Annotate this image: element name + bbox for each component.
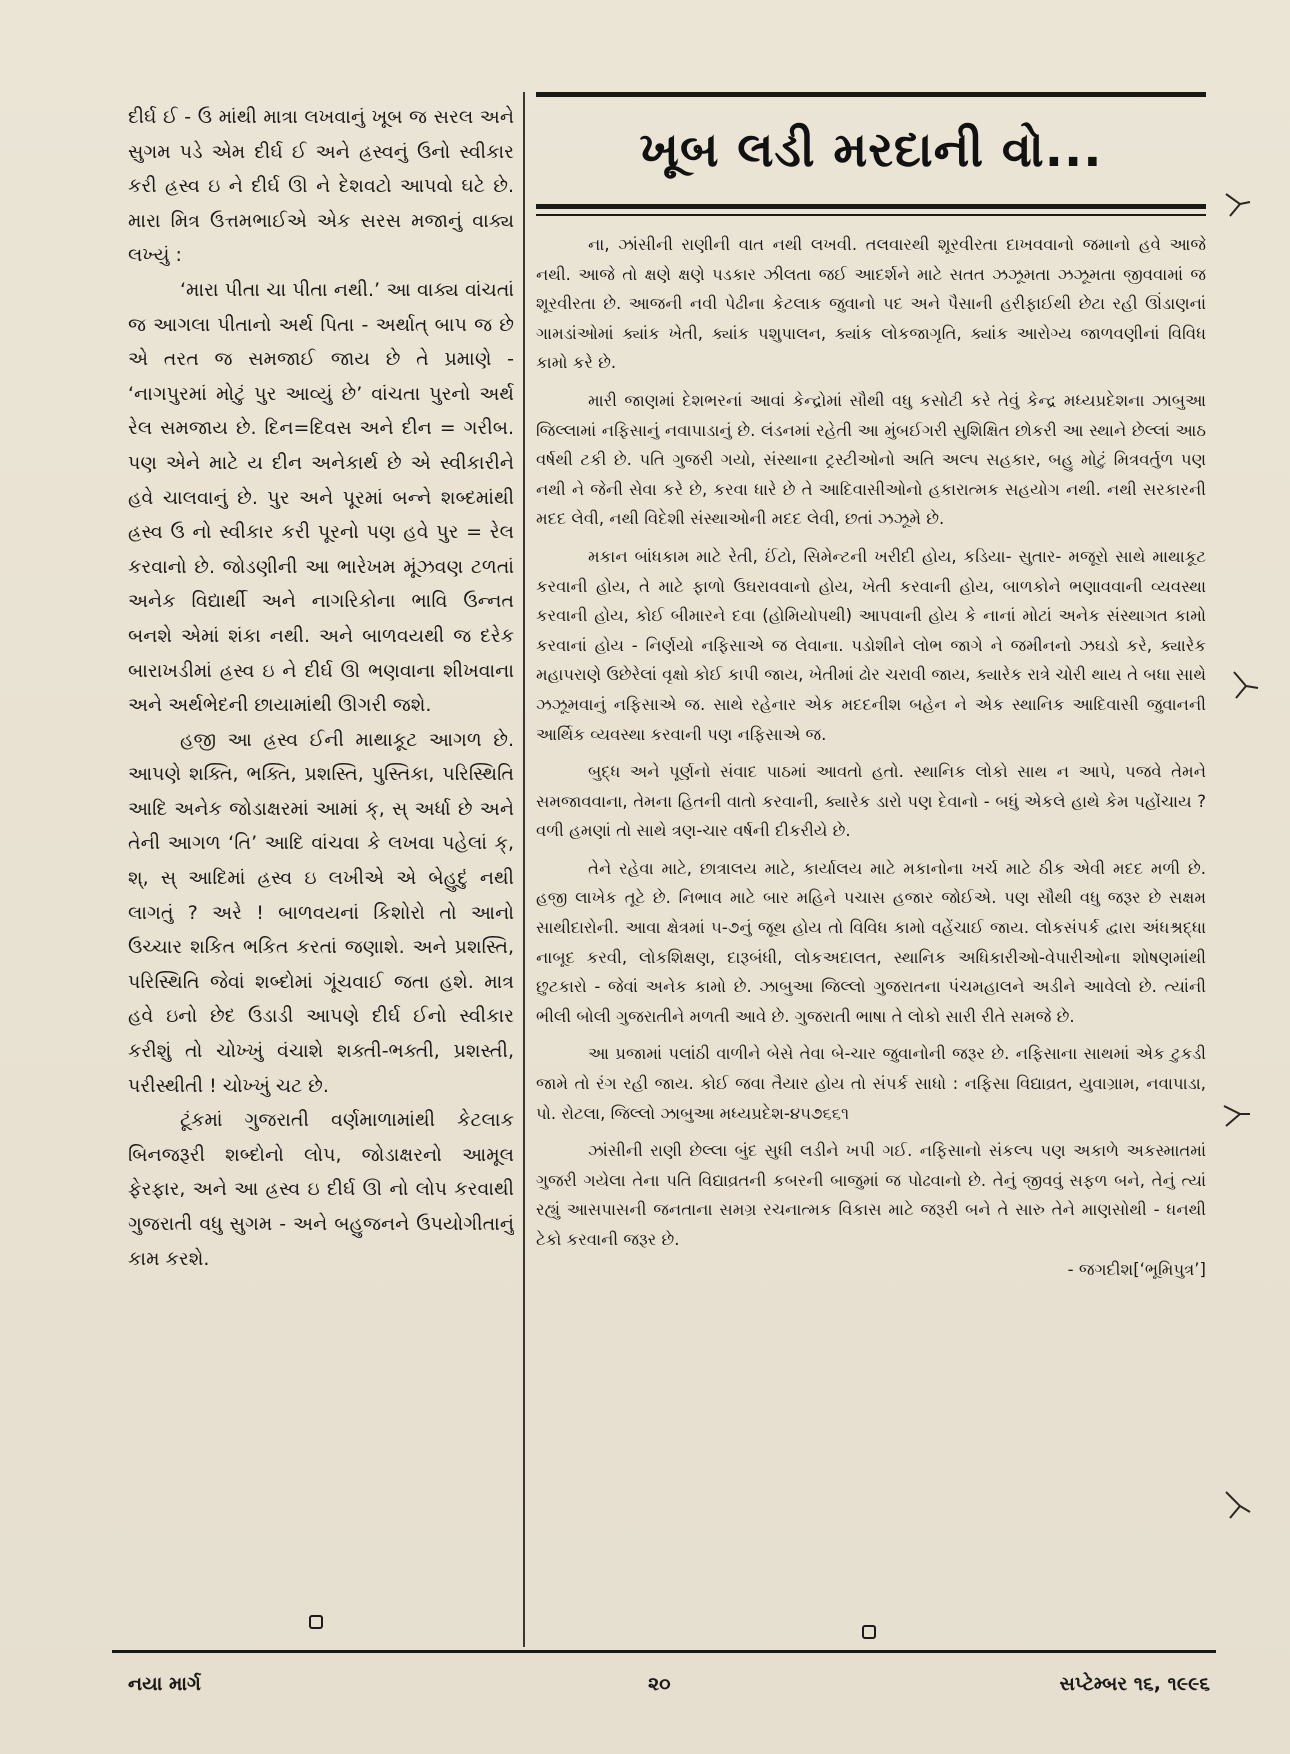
article-paragraph-3: મકાન બાંધકામ માટે રેતી, ઈંટો, સિમેન્ટની ખરીદી હોય, કડિયા- સુતાર- મજૂરો સાથે માથાકૂટ કરવાની હોય, તે માટે ફાળો ઉઘરાવવાનો હોય, ખેતી કરવાની હોય, બાળકોને ભણાવવાની વ્યવસ્થા કરવાની હોય, કોઈ બીમારને દવા (હોમિયોપથી) આપવાની હોય કે નાનાં મોટાં અનેક સંસ્થાગત કામો કરવાનાં હોય - નિર્ણયો નફિસાએ જ લેવાના. પડોશીને લોભ જાગે ને જમીનનો ઝઘડો કરે, ક્યારેક મહાપરાણે ઉછેરેલાં વૃક્ષો કોઈ કાપી જાય, ખેતીમાં ઢોર ચરાવી જાય, ક્યારેક રાત્રે ચોરી થાય તે બધા સાથે ઝઝૂમવાનું નફિસાએ જ. સાથે રહેનાર એક મદદનીશ બહેન ને એક સ્થાનિક આદિવાસી જુવાનની આર્થિક વ્યવસ્થા કરવાની પણ નફિસાએ જ.	[536, 546, 1206, 744]
right-column	[536, 92, 1206, 1647]
article-paragraph-1: ના, ઝાંસીની રાણીની વાત નથી લખવી. તલવારથી શૂરવીરતા દાખવવાનો જમાનો હવે આજે નથી. આજે તો ક્ષણે ક્ષણે પડકાર ઝીલતા જઈ આદર્શને માટે સતત ઝઝૂમતા ઝઝૂમતા જીવવામાં જ શૂરવીરતા છે. આજની નવી પેઢીના કેટલાક જુવાનો પદ અને પૈસાની હરીફાઈથી છેટા રહી ઊંડાણનાં ગામડાંઓમાં ક્યાંક ખેતી, ક્યાંક પશુપાલન, ક્યાંક લોકજાગૃતિ, ક્યાંક આરોગ્ય જાળવણીનાં વિવિધ કામો કરે છે.	[536, 235, 1206, 373]
footer-page-number: ૨૦	[648, 1673, 671, 1695]
end-of-article-mark-right	[862, 1625, 876, 1639]
left-paragraph-4: ટૂંકમાં ગુજરાતી વર્ણમાળામાંથી કેટલાક બિનજરૂરી શબ્દોનો લોપ, જોડાક્ષરનો આમૂલ ફેરફાર, અને આ હ્રસ્વ ઇ દીર્ઘ ઊ નો લોપ કરવાથી ગુજરાતી વધુ સુગમ - અને બહુજનને ઉપયોગીતાનું કામ કરશે.	[128, 1109, 514, 1270]
article-paragraph-6: આ પ્રજામાં પલાંઠી વાળીને બેસે તેવા બે-ચાર જુવાનોની જરૂર છે. નફિસાના સાથમાં એક ટુકડી જામે તો રંગ રહી જાય. કોઈ જવા તૈયાર હોય તો સંપર્ક સાધો : નફિસા વિદ્યાવ્રત, યુવાગ્રામ, નવાપાડા, પો. રોટલા, જિલ્લો ઝાબુઆ મધ્યપ્રદેશ-૪૫૭૬૬૧	[536, 1044, 1206, 1123]
page-tear-mark	[1222, 190, 1252, 220]
article-paragraph-2: મારી જાણમાં દેશભરનાં આવાં કેન્દ્રોમાં સૌથી વધુ કસોટી કરે તેવું કેન્દ્ર મધ્યપ્રદેશના ઝાબુઆ જિલ્લામાં નફિસાનું નવાપાડાનું છે. લંડનમાં રહેતી આ મુંબઈગરી સુશિક્ષિત છોકરી આ સ્થાને છેલ્લાં આઠ વર્ષથી ટકી છે. પતિ ગુજરી ગયો, સંસ્થાના ટ્રસ્ટીઓનો અતિ અલ્પ સહકાર, બહુ મોટું મિત્રવર્તુળ પણ નથી ને જેની સેવા કરે છે, કરવા ધારે છે તે આદિવાસીઓનો હકારાત્મક સહયોગ નથી. નથી સરકારની મદદ લેવી, નથી વિદેશી સંસ્થાઓની મદદ લેવી, છતાં ઝઝૂમે છે.	[536, 390, 1206, 529]
left-paragraph-2: ‘મારા પીતા ચા પીતા નથી.’ આ વાક્ય વાંચતાં જ આગલા પીતાનો અર્થ પિતા - અર્થાત્ બાપ જ છે એ તરત જ સમજાઈ જાય છે તે પ્રમાણે - ‘નાગપુરમાં મોટું પુર આવ્યું છે’ વાંચતા પુરનો અર્થ રેલ સમજાય છે. દિન=દિવસ અને દીન = ગરીબ. પણ એને માટે ય દીન અનેકાર્થ છે એ સ્વીકારીને હવે ચાલવાનું છે. પુર અને પૂરમાં બન્ને શબ્દમાંથી હ્રસ્વ ઉ નો સ્વીકાર કરી પૂરનો પણ હવે પુર = રેલ કરવાનો છે. જોડણીની આ ભારેખમ મૂંઝવણ ટળતાં અનેક વિદ્યાર્થી અને નાગરિકોના ભાવિ ઉન્નત બનશે એમાં શંકા નથી. અને બાળવયથી જ દરેક બારાખડીમાં હ્રસ્વ ઇ ને દીર્ઘ ઊ ભણવાના શીખવાના અને અર્થભેદની છાયામાંથી ઊગરી જશે.	[128, 278, 514, 717]
headline-rule-bottom-thin	[536, 214, 1206, 216]
page-tear-mark	[1230, 670, 1260, 700]
footer-rule	[112, 1650, 1216, 1653]
footer-publication: નયા માર્ગ	[128, 1673, 201, 1695]
article-paragraph-5: તેને રહેવા માટે, છાત્રાલય માટે, કાર્યાલય માટે મકાનોના ખર્ચ માટે ઠીક એવી મદદ મળી છે. હજી લાખેક તૂટે છે. નિભાવ માટે બાર મહિને પચાસ હજાર જોઈએ. પણ સૌથી વધુ જરૂર છે સક્ષમ સાથીદારોની. આવા ક્ષેત્રમાં ૫-૭નું જૂથ હોય તો વિવિધ કામો વહેંચાઈ જાય. લોકસંપર્ક દ્વારા અંધશ્રદ્ધા નાબૂદ કરવી, લોકશિક્ષણ, દારૂબંધી, લોકઅદાલત, સ્થાનિક અધિકારીઓ-વેપારીઓના શોષણમાંથી છુટકારો - જેવાં અનેક કામો છે. ઝાબુઆ જિલ્લો ગુજરાતના પંચમહાલને અડીને આવેલો છે. ત્યાંની ભીલી બોલી ગુજરાતીને મળતી આવે છે. ગુજરાતી ભાષા તે લોકો સારી રીતે સમજે છે.	[536, 858, 1206, 1026]
column-divider	[523, 92, 525, 1647]
footer-date: સપ્ટેમ્બર ૧૬, ૧૯૯૬	[1059, 1673, 1210, 1695]
article-paragraph-7: ઝાંસીની રાણી છેલ્લા બુંદ સુધી લડીને ખપી ગઈ. નફિસાનો સંકલ્પ પણ અકાળે અકસ્માતમાં ગુજરી ગયેલા તેના પતિ વિદ્યાવ્રતની કબરની બાજુમાં જ પોઢવાનો છે. તેનું જીવવું સફળ બને, તેનું ત્યાં રહ્યું આસપાસની જનતાના સમગ્ર રચનાત્મક વિકાસ માટે જરૂરી બને તે સારુ તેને માણસોથી - ધનથી ટેકો કરવાની જરૂર છે.	[536, 1141, 1206, 1249]
article-paragraph-4: બુદ્ધ અને પૂર્ણનો સંવાદ પાઠમાં આવતો હતો. સ્થાનિક લોકો સાથ ન આપે, પજવે તેમને સમજાવવાના, તેમના હિતની વાતો કરવાની, ક્યારેક ડારો પણ દેવાનો - બધું એકલે હાથે કેમ પહોંચાય ? વળી હમણાં તો સાથે ત્રણ-ચાર વર્ષની દીકરીયે છે.	[536, 762, 1206, 841]
page-tear-mark	[1222, 1100, 1252, 1130]
page-footer	[128, 1664, 1228, 1704]
article-signature: - જગદીશ[‘ભૂમિપુત્ર’]	[1067, 1259, 1206, 1279]
left-column	[128, 100, 514, 1605]
article-body	[536, 230, 1206, 1590]
left-paragraph-1: દીર્ઘ ઈ - ઉ માંથી માત્રા લખવાનું ખૂબ જ સરલ અને સુગમ પડે એમ દીર્ઘ ઈ અને હ્રસ્વનું ઉનો સ્વીકાર કરી હ્રસ્વ ઇ ને દીર્ઘ ઊ ને દેશવટો આપવો ઘટે છે. મારા મિત્ર ઉત્તમભાઈએ એક સરસ મજાનું વાક્ય લખ્યું :	[128, 106, 514, 267]
left-paragraph-3: હજી આ હ્રસ્વ ઈની માથાકૂટ આગળ છે. આપણે શક્તિ, ભક્તિ, પ્રશસ્તિ, પુસ્તિકા, પરિસ્થિતિ આદિ અનેક જોડાક્ષરમાં આમાં ક્, સ્ અર્ધા છે અને તેની આગળ ‘તિ’ આદિ વાંચવા કે લખવા પહેલાં ક્, શ્, સ્ આદિમાં હ્રસ્વ ઇ લખીએ એ બેહુદું નથી લાગતું ? અરે ! બાળવયનાં કિશોરો તો આનો ઉચ્ચાર શકિત ભકિત કરતાં જણાશે. અને પ્રશસ્તિ, પરિસ્થિતિ જેવાં શબ્દોમાં ગૂંચવાઈ જતા હશે. માત્ર હવે ઇનો છેદ ઉડાડી આપણે દીર્ઘ ઈનો સ્વીકાર કરીશું તો ચોખ્ખું વંચાશે શક્તી-ભક્તી, પ્રશસ્તી, પરીસ્થીતી ! ચોખ્ખું ચટ છે.	[128, 728, 514, 1097]
page-tear-mark	[1222, 1490, 1252, 1520]
article-headline: ખૂબ લડી મરદાની વો...	[639, 122, 1103, 178]
headline-rule-bottom-thick	[536, 204, 1206, 209]
end-of-article-mark-left	[309, 1615, 323, 1629]
